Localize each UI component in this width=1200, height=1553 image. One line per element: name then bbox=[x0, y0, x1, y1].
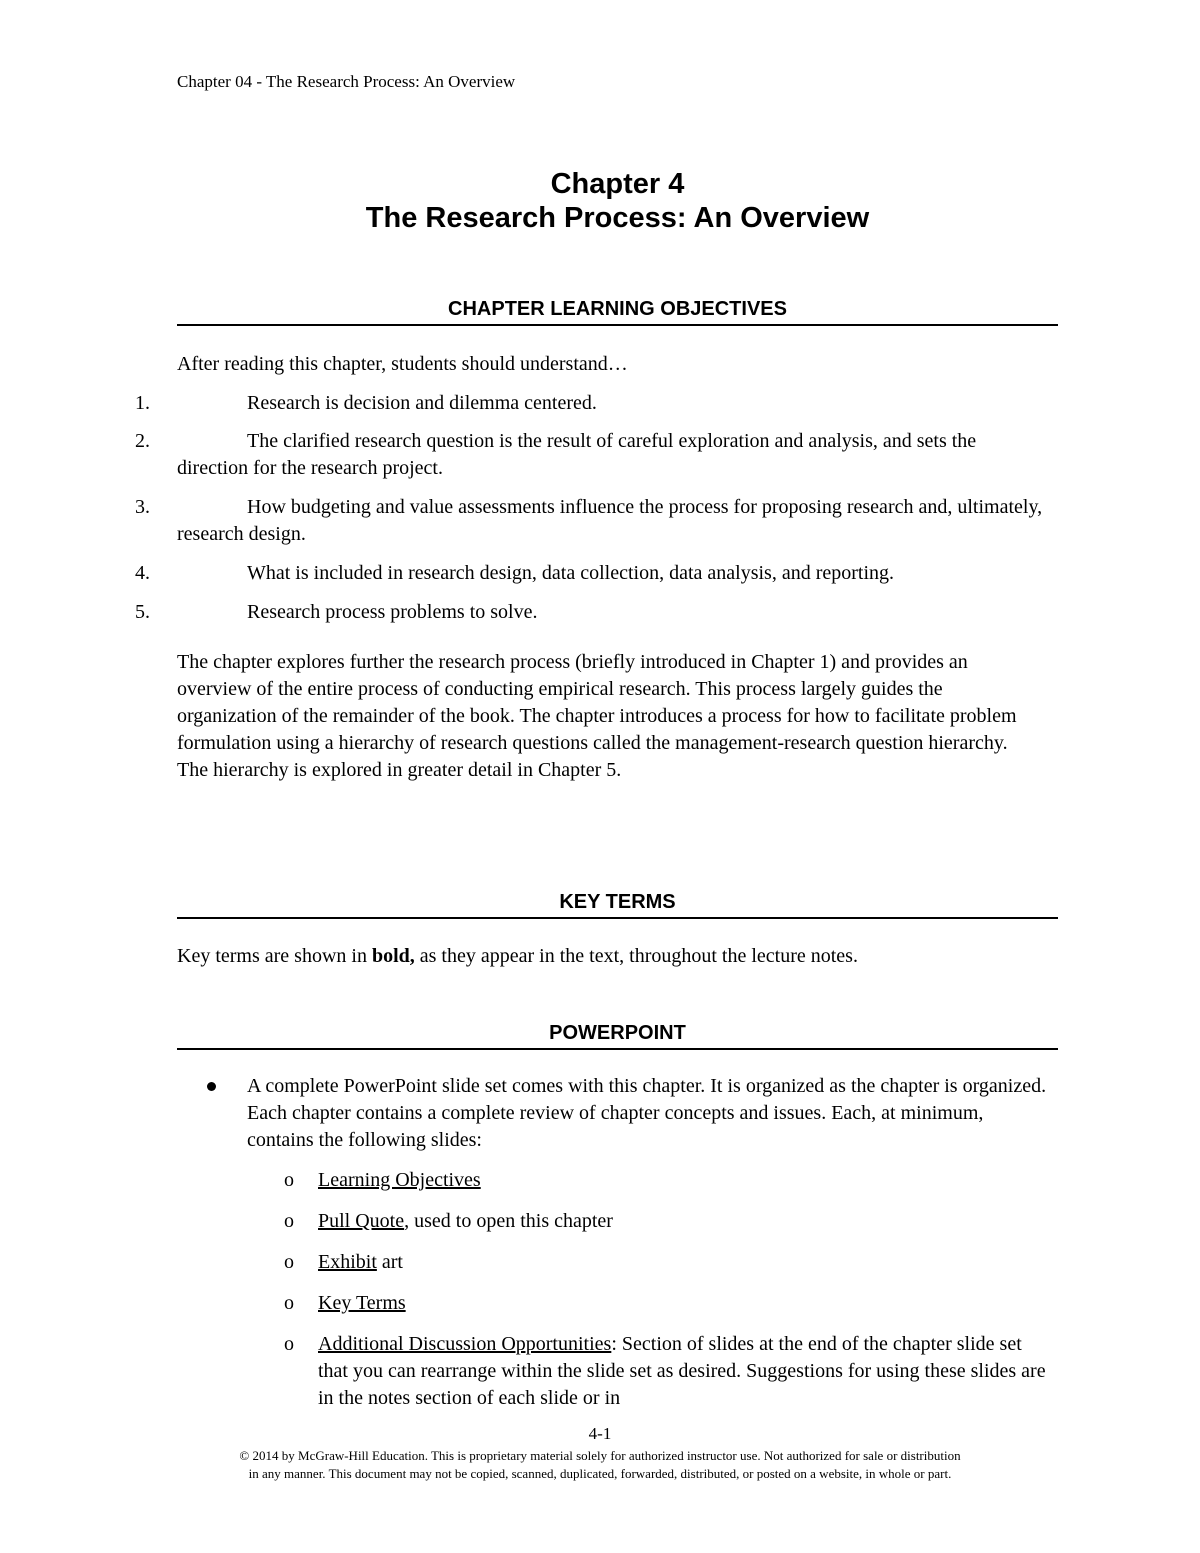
chapter-title bbox=[177, 167, 1058, 235]
slide-item-title: Learning Objectives bbox=[318, 1169, 481, 1191]
slide-item bbox=[318, 1331, 1048, 1412]
powerpoint-heading: POWERPOINT bbox=[177, 1021, 1058, 1050]
sub-bullet-icon: o bbox=[284, 1210, 294, 1232]
objective-number-4: 4. bbox=[135, 562, 150, 584]
running-header: Chapter 04 - The Research Process: An Overview bbox=[177, 72, 516, 91]
sub-bullet-icon: o bbox=[284, 1333, 294, 1355]
slide-item-description: , used to open this chapter bbox=[404, 1210, 613, 1232]
slide-item bbox=[318, 1208, 1048, 1235]
slide-item-description: : Section of slides at the end of the chapter slide set that you can rearrange within the slide set as desired. Suggestions for using these slides are in the notes section of each slide or in bbox=[318, 1333, 1046, 1409]
objectives-intro: After reading this chapter, students should understand… bbox=[177, 353, 628, 375]
copyright-line-1: © 2014 by McGraw-Hill Education. This is proprietary material solely for authorized instructor use. Not authorized for sale or distribution bbox=[239, 1448, 961, 1463]
key-terms-text-before: Key terms are shown in bbox=[177, 945, 372, 967]
slide-item bbox=[318, 1290, 1048, 1317]
slide-item-title: Pull Quote bbox=[318, 1210, 405, 1232]
objective-text-5: Research process problems to solve. bbox=[247, 601, 538, 623]
objective-number-1: 1. bbox=[135, 392, 150, 414]
chapter-summary: The chapter explores further the research process (briefly introduced in Chapter 1) and provides an overview of the entire process of conducting empirical research. This process largely guides the organization of the remainder of the book. The chapter introduces a process for how to facilitate problem formulation using a hierarchy of research questions called the management-research question hierarchy. The hierarchy is explored in greater detail in Chapter 5. bbox=[177, 651, 1017, 781]
key-terms-note bbox=[177, 943, 858, 970]
slide-item-title: Additional Discussion Opportunities bbox=[318, 1333, 612, 1355]
slide-item-description: art bbox=[376, 1251, 403, 1273]
slide-item-title: Key Terms bbox=[318, 1292, 406, 1314]
sub-bullet-icon: o bbox=[284, 1169, 294, 1191]
objective-text-4: What is included in research design, data collection, data analysis, and reporting. bbox=[247, 562, 895, 584]
objective-number-5: 5. bbox=[135, 601, 150, 623]
sub-bullet-icon: o bbox=[284, 1251, 294, 1273]
chapter-name: The Research Process: An Overview bbox=[365, 202, 870, 234]
powerpoint-bullet-text: A complete PowerPoint slide set comes with this chapter. It is organized as the chapter is organized. Each chapter contains a complete review of chapter concepts and issues. Each, at minimum, contains the following slides: bbox=[247, 1075, 1047, 1151]
slide-item bbox=[318, 1249, 1048, 1276]
copyright-line-2: in any manner. This document may not be copied, scanned, duplicated, forwarded, distributed, or posted on a website, in whole or part. bbox=[248, 1466, 952, 1481]
objective-text-2: The clarified research question is the result of careful exploration and analysis, and sets the direction for the research project. bbox=[177, 430, 977, 479]
bullet-icon bbox=[207, 1082, 216, 1091]
objective-number-2: 2. bbox=[135, 430, 150, 452]
objective-text-1: Research is decision and dilemma centered. bbox=[247, 392, 597, 414]
objective-text-3: How budgeting and value assessments influence the process for proposing research and, ultimately, research design. bbox=[177, 496, 1043, 545]
key-terms-heading: KEY TERMS bbox=[177, 890, 1058, 919]
key-terms-text-after: as they appear in the text, throughout the lecture notes. bbox=[414, 945, 858, 967]
copyright-notice bbox=[150, 1447, 1050, 1483]
page-number: 4-1 bbox=[588, 1424, 612, 1443]
slide-item-title: Exhibit bbox=[318, 1251, 377, 1273]
slide-item bbox=[318, 1167, 1048, 1194]
chapter-number: Chapter 4 bbox=[550, 168, 685, 200]
key-terms-bold-word: bold, bbox=[371, 945, 415, 967]
objectives-heading: CHAPTER LEARNING OBJECTIVES bbox=[177, 297, 1058, 326]
objective-number-3: 3. bbox=[135, 496, 150, 518]
sub-bullet-icon: o bbox=[284, 1292, 294, 1314]
